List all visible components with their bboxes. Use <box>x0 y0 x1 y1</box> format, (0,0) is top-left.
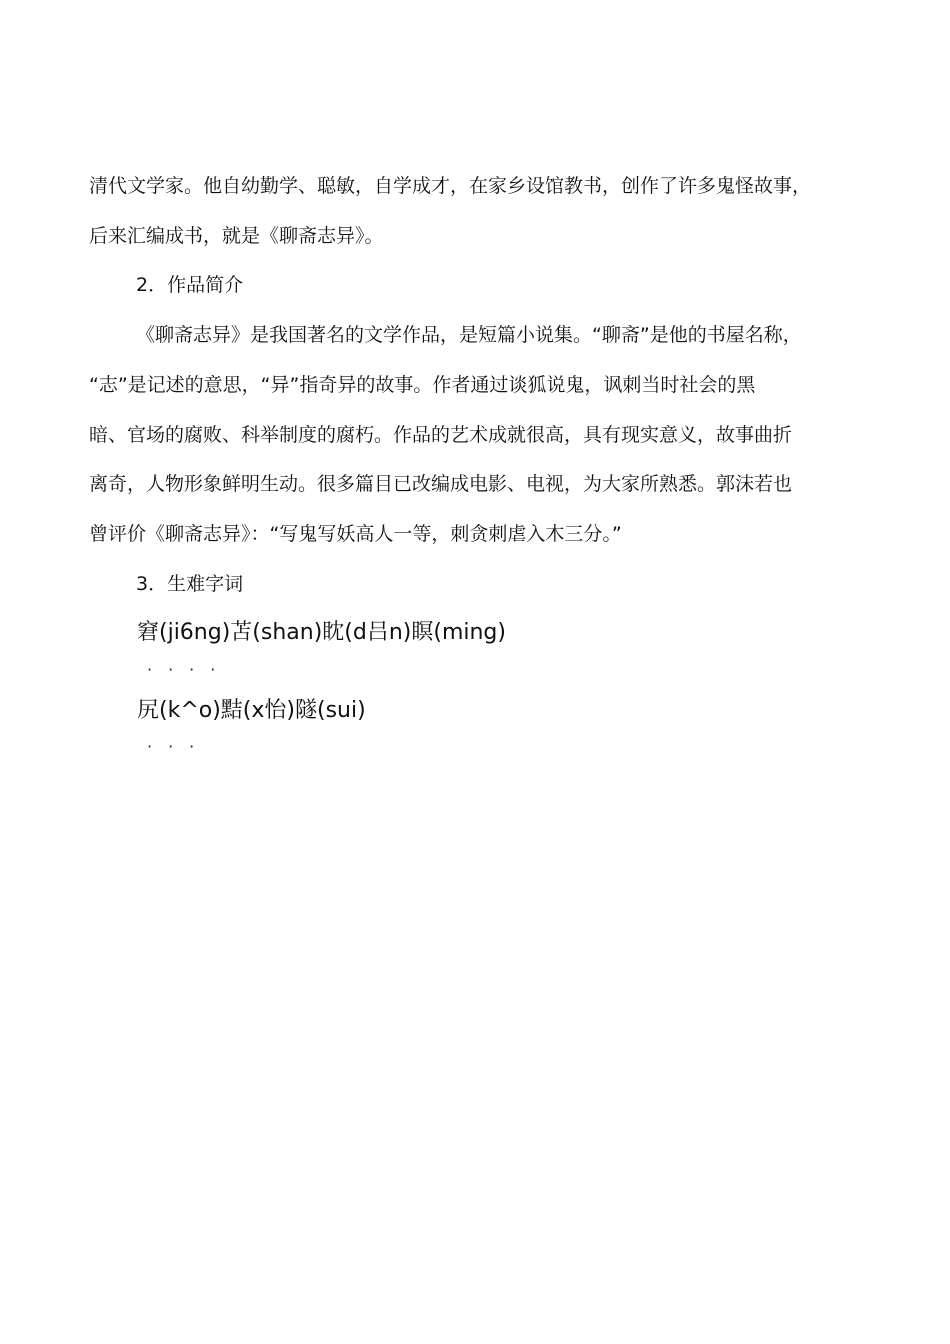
section3-heading: 3．生难字词 <box>136 573 244 595</box>
paragraph1-line1: 清代文学家。他自幼勤学、聪敏，自学成才，在家乡设馆教书，创作了许多鬼怪故事， <box>89 175 812 197</box>
emphasis-dots-line2: ··· <box>147 737 211 756</box>
section2-line4: 离奇，人物形象鲜明生动。很多篇目已改编成电影、电视，为大家所熟悉。郭沫若也 <box>89 473 793 495</box>
paragraph1-line2: 后来汇编成书，就是《聊斋志异》。 <box>89 225 384 247</box>
vocab-line2: 尻(k^o)黠(x怡)隧(sui) <box>137 698 366 723</box>
section2-line2: “志”是记述的意思，“异”指奇异的故事。作者通过谈狐说鬼，讽刺当时社会的黑 <box>89 374 756 396</box>
section2-line1: 《聊斋志异》是我国著名的文学作品，是短篇小说集。“聊斋”是他的书屋名称， <box>136 324 802 346</box>
section2-heading: 2．作品简介 <box>136 274 244 296</box>
vocab-line1: 窘(ji6ng)苫(shan)眈(d吕n)瞑(ming) <box>137 620 506 645</box>
section2-line5: 曾评价《聊斋志异》：“写鬼写妖高人一等，刺贪刺虐入木三分。” <box>89 523 622 545</box>
emphasis-dots-line1: ···· <box>147 660 232 679</box>
section2-line3: 暗、官场的腐败、科举制度的腐朽。作品的艺术成就很高，具有现实意义，故事曲折 <box>89 424 793 446</box>
